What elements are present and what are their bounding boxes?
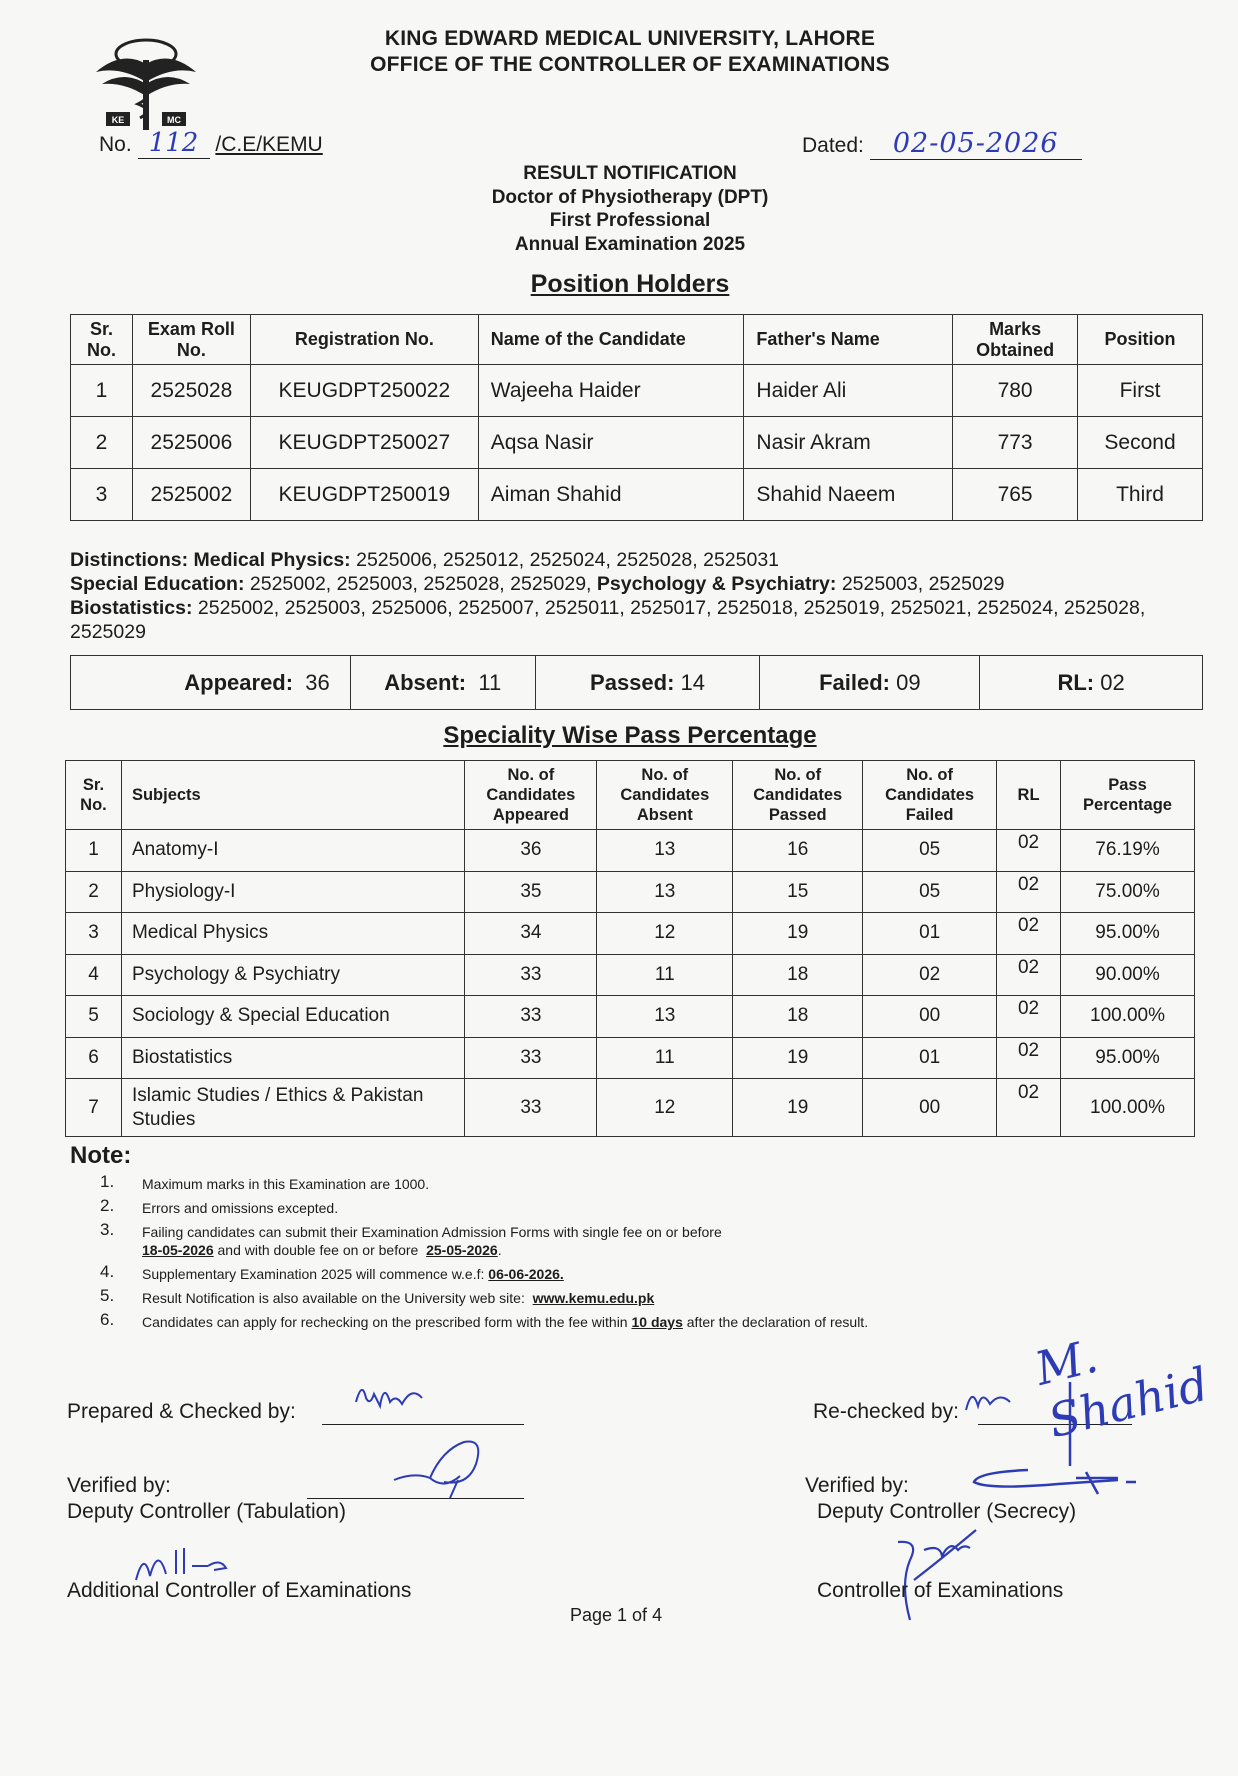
speciality-title: Speciality Wise Pass Percentage: [443, 722, 817, 749]
col-pass-percentage: Pass Percentage: [1061, 761, 1195, 830]
col-appeared: No. of Candidates Appeared: [465, 761, 597, 830]
cell-passed: 19: [733, 1079, 863, 1137]
ref-prefix: No.: [99, 133, 132, 156]
cell-percentage: 90.00%: [1061, 954, 1195, 996]
cell-passed: 19: [733, 1037, 863, 1079]
cell-marks: 780: [953, 365, 1078, 417]
page-number: Page 1 of 4: [570, 1605, 663, 1625]
cell-roll: 2525028: [132, 365, 250, 417]
cell-percentage: 76.19%: [1061, 830, 1195, 872]
cell-subject: Anatomy-I: [121, 830, 464, 872]
col-sr-no: Sr. No.: [66, 761, 122, 830]
col-sr-no: Sr. No.: [71, 315, 133, 365]
dated-value: 02-05-2026: [892, 128, 1059, 159]
col-absent: No. of Candidates Absent: [597, 761, 733, 830]
title-program: Doctor of Physiotherapy (DPT): [491, 186, 769, 208]
cell-passed: 15: [733, 871, 863, 913]
dated-field: [802, 128, 1082, 160]
col-candidate: Name of the Candidate: [478, 315, 744, 365]
note-heading: Note:: [70, 1142, 132, 1169]
cell-percentage: 100.00%: [1061, 996, 1195, 1038]
cell-failed: 02: [863, 954, 997, 996]
university-header: [320, 26, 940, 78]
summary-failed: Failed: 09: [760, 656, 980, 710]
list-item: 6. Candidates can apply for rechecking on the prescribed form with the fee within 10 days after the declaration of result.: [100, 1310, 869, 1330]
cell-absent: 13: [597, 830, 733, 872]
cell-father: Nasir Akram: [744, 417, 953, 469]
cell-failed: 00: [863, 996, 997, 1038]
shahid-signature: M. Shahid: [1029, 1328, 1214, 1449]
table-row: [71, 365, 1203, 417]
cell-position: Third: [1078, 469, 1203, 521]
cell-candidate: Aiman Shahid: [478, 469, 744, 521]
table-row: [71, 417, 1203, 469]
col-rl: RL: [997, 761, 1061, 830]
university-name: KING EDWARD MEDICAL UNIVERSITY, LAHORE: [384, 27, 876, 50]
col-subjects: Subjects: [121, 761, 464, 830]
col-registration: Registration No.: [250, 315, 478, 365]
rechecked-label: Re-checked by:: [813, 1400, 959, 1423]
cell-absent: 12: [597, 913, 733, 955]
summary-absent: Absent: 11: [350, 656, 535, 710]
psychology-rolls: 2525003, 2525029: [841, 573, 1005, 595]
cell-subject: Medical Physics: [121, 913, 464, 955]
cell-percentage: 100.00%: [1061, 1079, 1195, 1137]
controller-signature-icon: [880, 1520, 990, 1630]
list-item: 5. Result Notification is also available on the University web site: www.kemu.edu.pk: [100, 1286, 655, 1306]
cell-roll: 2525006: [132, 417, 250, 469]
cell-position: First: [1078, 365, 1203, 417]
psychology-label: Psychology & Psychiatry:: [596, 573, 837, 595]
cell-passed: 18: [733, 954, 863, 996]
table-row: [66, 1079, 1195, 1137]
cell-rl: 02: [997, 913, 1061, 955]
list-item: 2. Errors and omissions excepted.: [100, 1196, 339, 1216]
title-result-notification: RESULT NOTIFICATION: [523, 163, 737, 184]
position-holders-table: [70, 314, 1203, 521]
prepared-label: Prepared & Checked by:: [67, 1400, 296, 1423]
cell-sr: 1: [71, 365, 133, 417]
cell-failed: 01: [863, 913, 997, 955]
cell-appeared: 33: [465, 1037, 597, 1079]
cell-sr: 2: [66, 871, 122, 913]
table-row: [66, 996, 1195, 1038]
distinctions-block: [70, 548, 1203, 644]
cell-failed: 00: [863, 1079, 997, 1137]
cell-marks: 765: [953, 469, 1078, 521]
table-row: [66, 954, 1195, 996]
list-item: 1. Maximum marks in this Examination are 1000.: [100, 1172, 430, 1192]
verified-left-signature-icon: [384, 1430, 494, 1500]
cell-subject: Islamic Studies / Ethics & Pakistan Studies: [121, 1079, 464, 1137]
cell-candidate: Aqsa Nasir: [478, 417, 744, 469]
verified-right-label: Verified by:: [805, 1474, 909, 1497]
special-education-label: Special Education:: [70, 573, 245, 595]
cell-rl: 02: [997, 830, 1061, 872]
cell-absent: 13: [597, 871, 733, 913]
cell-roll: 2525002: [132, 469, 250, 521]
svg-text:MC: MC: [167, 115, 181, 125]
col-father: Father's Name: [744, 315, 953, 365]
cell-appeared: 35: [465, 871, 597, 913]
medical-physics-rolls: 2525006, 2525012, 2525024, 2525028, 2525031: [356, 549, 780, 571]
prepared-signature-icon: [352, 1376, 452, 1416]
office-name: OFFICE OF THE CONTROLLER OF EXAMINATIONS: [370, 53, 890, 76]
title-exam: Annual Examination 2025: [514, 233, 746, 255]
cell-passed: 16: [733, 830, 863, 872]
cell-sr: 6: [66, 1037, 122, 1079]
summary-rl: RL: 02: [980, 656, 1203, 710]
cell-failed: 05: [863, 871, 997, 913]
position-holders-title: Position Holders: [530, 270, 730, 298]
summary-table: [70, 655, 1203, 710]
col-marks: Marks Obtained: [953, 315, 1078, 365]
rechecked-initials-icon: [960, 1380, 1020, 1420]
cell-registration: KEUGDPT250019: [250, 469, 478, 521]
notification-titles: [380, 162, 880, 256]
controller-label: Controller of Examinations: [817, 1579, 1064, 1602]
verified-right-signature-icon: [968, 1464, 1148, 1500]
summary-passed: Passed: 14: [535, 656, 760, 710]
cell-appeared: 36: [465, 830, 597, 872]
cell-rl: 02: [997, 1037, 1061, 1079]
svg-text:KE: KE: [111, 115, 125, 125]
table-row: [66, 1037, 1195, 1079]
table-row: [66, 830, 1195, 872]
cell-sr: 2: [71, 417, 133, 469]
ref-suffix: /C.E/KEMU: [215, 133, 323, 156]
cell-position: Second: [1078, 417, 1203, 469]
biostatistics-label: Biostatistics:: [70, 597, 193, 619]
notes-list: [100, 1172, 980, 1337]
cell-marks: 773: [953, 417, 1078, 469]
cell-absent: 13: [597, 996, 733, 1038]
summary-appeared: Appeared: 36: [71, 656, 351, 710]
table-row: [66, 913, 1195, 955]
kemu-crest-icon: [92, 30, 200, 138]
cell-passed: 18: [733, 996, 863, 1038]
col-passed: No. of Candidates Passed: [733, 761, 863, 830]
ref-number: 112: [148, 128, 199, 158]
cell-sr: 3: [66, 913, 122, 955]
reference-number: [99, 128, 323, 159]
cell-father: Haider Ali: [744, 365, 953, 417]
cell-absent: 11: [597, 1037, 733, 1079]
cell-subject: Sociology & Special Education: [121, 996, 464, 1038]
cell-absent: 11: [597, 954, 733, 996]
dated-label: Dated:: [802, 134, 864, 157]
title-professional: First Professional: [549, 210, 711, 231]
cell-sr: 5: [66, 996, 122, 1038]
cell-subject: Physiology-I: [121, 871, 464, 913]
cell-registration: KEUGDPT250022: [250, 365, 478, 417]
col-roll-no: Exam Roll No.: [132, 315, 250, 365]
medical-physics-label: Medical Physics:: [193, 549, 351, 571]
list-item: 3. Failing candidates can submit their Examination Admission Forms with single fee on or before 18-05-2026 and with double fee on or before 25-05-2026.: [100, 1220, 722, 1258]
cell-sr: 4: [66, 954, 122, 996]
cell-failed: 05: [863, 830, 997, 872]
table-header-row: [71, 315, 1203, 365]
biostatistics-rolls: 2525002, 2525003, 2525006, 2525007, 2525011, 2525017, 2525018, 2525019, 2525021, 2525024, 2525028, 2525029: [70, 597, 1146, 643]
cell-absent: 12: [597, 1079, 733, 1137]
summary-row: [71, 656, 1203, 710]
speciality-table: [65, 760, 1195, 1137]
cell-candidate: Wajeeha Haider: [478, 365, 744, 417]
signature-stroke-icon: [1060, 1380, 1080, 1470]
cell-rl: 02: [997, 1079, 1061, 1137]
cell-appeared: 33: [465, 1079, 597, 1137]
additional-controller-label: Additional Controller of Examinations: [67, 1579, 412, 1602]
cell-sr: 7: [66, 1079, 122, 1137]
cell-subject: Biostatistics: [121, 1037, 464, 1079]
verified-left-label: Verified by:: [67, 1474, 171, 1497]
col-failed: No. of Candidates Failed: [863, 761, 997, 830]
university-website-link[interactable]: www.kemu.edu.pk: [532, 1290, 655, 1306]
deputy-tabulation-label: Deputy Controller (Tabulation): [67, 1500, 346, 1523]
cell-subject: Psychology & Psychiatry: [121, 954, 464, 996]
cell-appeared: 34: [465, 913, 597, 955]
cell-registration: KEUGDPT250027: [250, 417, 478, 469]
cell-sr: 1: [66, 830, 122, 872]
table-row: [66, 871, 1195, 913]
cell-failed: 01: [863, 1037, 997, 1079]
table-header-row: [66, 761, 1195, 830]
cell-appeared: 33: [465, 996, 597, 1038]
cell-rl: 02: [997, 996, 1061, 1038]
distinctions-label: Distinctions:: [70, 549, 189, 571]
cell-sr: 3: [71, 469, 133, 521]
special-education-rolls: 2525002, 2525003, 2525028, 2525029,: [249, 573, 592, 595]
cell-percentage: 75.00%: [1061, 871, 1195, 913]
cell-passed: 19: [733, 913, 863, 955]
list-item: 4. Supplementary Examination 2025 will commence w.e.f: 06-06-2026.: [100, 1262, 564, 1282]
cell-percentage: 95.00%: [1061, 1037, 1195, 1079]
table-row: [71, 469, 1203, 521]
cell-percentage: 95.00%: [1061, 913, 1195, 955]
cell-father: Shahid Naeem: [744, 469, 953, 521]
cell-rl: 02: [997, 871, 1061, 913]
cell-appeared: 33: [465, 954, 597, 996]
deputy-secrecy-label: Deputy Controller (Secrecy): [817, 1500, 1077, 1523]
col-position: Position: [1078, 315, 1203, 365]
cell-rl: 02: [997, 954, 1061, 996]
